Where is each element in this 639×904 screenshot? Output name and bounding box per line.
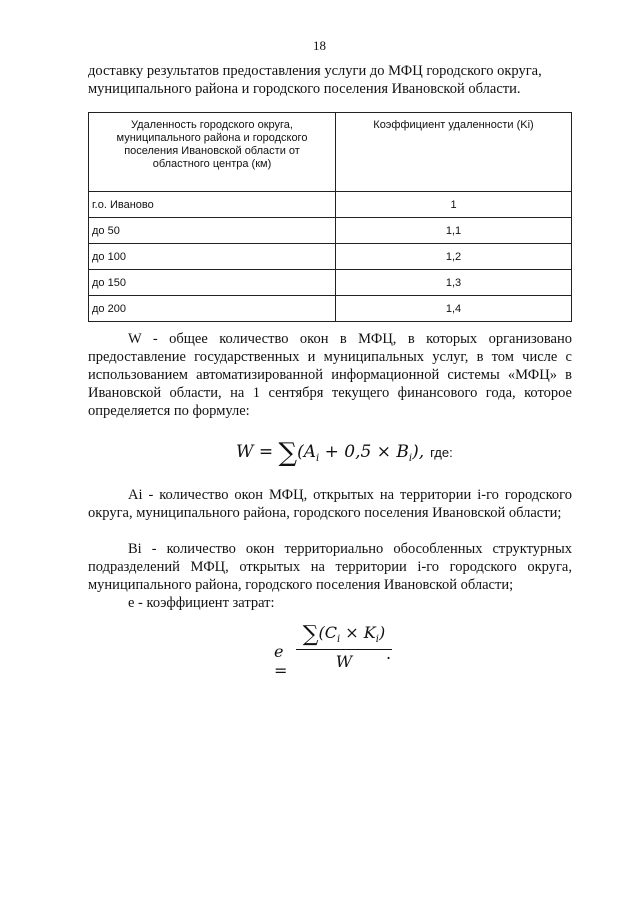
formula-equals: =	[253, 442, 279, 462]
times-sign: ×	[340, 623, 364, 642]
close-paren: ),	[412, 442, 425, 462]
var-b: B	[396, 442, 409, 462]
where-label: где:	[430, 445, 453, 460]
open-paren: (	[318, 623, 325, 642]
sum-symbol: ∑	[278, 438, 298, 468]
coefficient-cell: 1	[336, 192, 572, 218]
formula-fraction	[296, 622, 392, 671]
fraction-numerator	[296, 622, 392, 650]
subscript-i: i	[408, 453, 413, 464]
coefficient-column-header: Коэффициент удаленности (Ki)	[336, 113, 572, 192]
table-row	[89, 296, 572, 322]
distance-column-header: Удаленность городского округа, муниципального района и городского поселения Ивановской области от областного центра (км)	[89, 113, 336, 192]
close-paren: )	[378, 623, 386, 642]
e-definition-paragraph: e - коэффициент затрат:	[128, 595, 275, 611]
distance-cell: г.о. Иваново	[89, 192, 336, 218]
coefficient-cell: 1,1	[336, 218, 572, 244]
coefficient-cell: 1,2	[336, 244, 572, 270]
table-header-row	[89, 113, 572, 192]
table-row	[89, 218, 572, 244]
w-definition-paragraph: W - общее количество окон в МФЦ, в которых организовано предоставление государственных и муниципальных услуг, в том числе с использованием автоматизированной информационной системы «МФЦ» в Ивановской области, на 1 сентября текущего финансового года, которое определяется по формуле:	[88, 331, 572, 419]
var-a: A	[303, 442, 317, 462]
open-paren: (	[297, 442, 304, 462]
plus-term: + 0,5 ×	[319, 442, 397, 462]
window-count-formula	[236, 438, 453, 468]
distance-cell: до 200	[89, 296, 336, 322]
table-row	[89, 270, 572, 296]
formula-lhs: e =	[274, 642, 288, 680]
distance-coefficient-table	[88, 112, 572, 322]
table-row	[89, 244, 572, 270]
subscript-i: i	[337, 634, 341, 645]
formula-period: .	[386, 644, 392, 663]
distance-cell: до 150	[89, 270, 336, 296]
var-k: K	[363, 623, 376, 642]
distance-cell: до 50	[89, 218, 336, 244]
distance-cell: до 100	[89, 244, 336, 270]
a-definition-paragraph: Ai - количество окон МФЦ, открытых на территории i-го городского округа, муниципального района, городского поселения Ивановской области;	[88, 487, 572, 521]
fraction-denominator: W	[335, 652, 353, 671]
sum-symbol: ∑	[302, 622, 319, 647]
var-c: C	[324, 623, 338, 642]
coefficient-cell: 1,3	[336, 270, 572, 296]
b-definition-paragraph: Bi - количество окон территориально обособленных структурных подразделений МФЦ, открытых на территории i-го городского округа, муниципального района, городского поселения Ивановской области;	[88, 541, 572, 593]
subscript-i: i	[375, 634, 379, 645]
coefficient-cell: 1,4	[336, 296, 572, 322]
intro-paragraph: доставку результатов предоставления услуги до МФЦ городского округа, муниципального района и городского поселения Ивановской области.	[88, 63, 542, 97]
table-row	[89, 192, 572, 218]
formula-lhs: W	[236, 442, 254, 462]
page-number: 18	[313, 38, 326, 53]
subscript-i: i	[316, 453, 320, 464]
